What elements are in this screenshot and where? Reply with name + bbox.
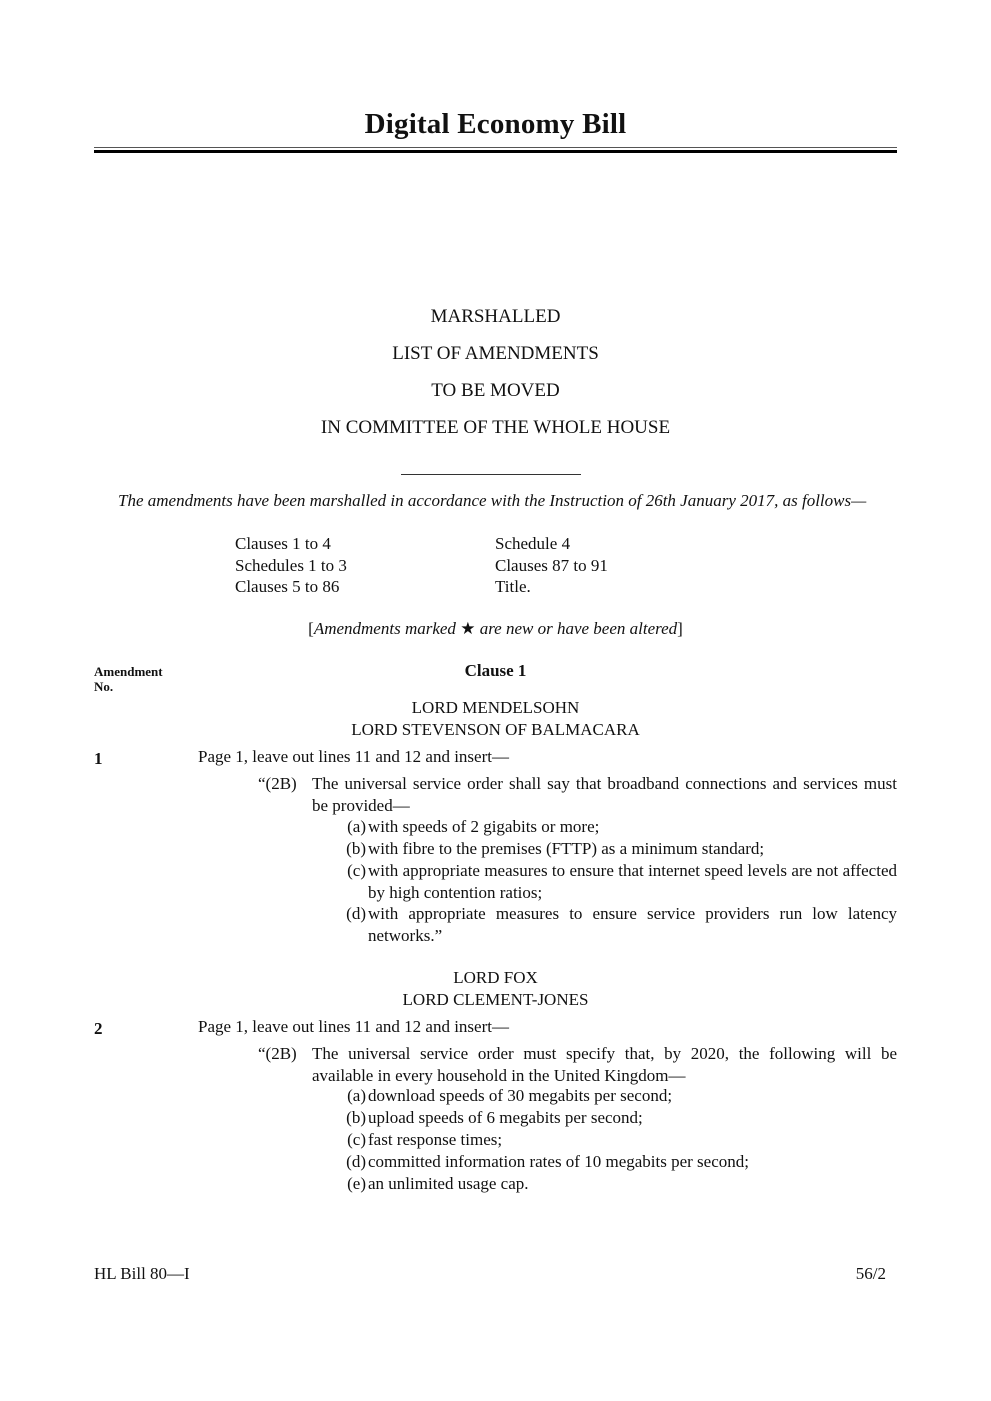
amendment-header-line: Amendment (94, 664, 163, 679)
schedule-item: Clauses 1 to 4 (235, 534, 331, 553)
heading-line-4: IN COMMITTEE OF THE WHOLE HOUSE (320, 417, 671, 438)
sponsor-name: LORD MENDELSOHN (411, 698, 580, 717)
item-text: committed information rates of 10 megabits per second; (368, 1152, 749, 1171)
item-label: (d) (346, 904, 366, 923)
amendment-instruction: Page 1, leave out lines 11 and 12 and insert— (198, 1017, 509, 1036)
item-label: (a) (347, 1086, 366, 1105)
item-label: (e) (347, 1174, 366, 1193)
document-title: Digital Economy Bill (364, 108, 627, 140)
note-text-pre: Amendments marked (313, 619, 461, 638)
item-text: with fibre to the premises (FTTP) as a minimum standard; (368, 839, 765, 858)
amendment-instruction: Page 1, leave out lines 11 and 12 and insert— (198, 747, 509, 766)
heading-line-3: TO BE MOVED (431, 380, 560, 401)
item-label: (c) (347, 1130, 366, 1149)
schedule-item: Clauses 87 to 91 (495, 555, 608, 575)
item-text: download speeds of 30 megabits per second; (368, 1086, 673, 1105)
title-rule-thick (94, 150, 897, 153)
item-text: upload speeds of 6 megabits per second; (368, 1108, 643, 1127)
schedule-item: Schedules 1 to 3 (235, 555, 347, 575)
section-divider (401, 474, 581, 475)
item-text: an unlimited usage cap. (368, 1174, 529, 1193)
title-rule-thin (94, 147, 897, 148)
heading-line-1: MARSHALLED (430, 306, 561, 327)
item-label: (a) (347, 817, 366, 836)
schedule-item: Title. (495, 577, 531, 596)
subsection-text: The universal service order shall say that broadband connections and services must be provided— (312, 774, 897, 815)
amendment-number: 1 (94, 749, 103, 768)
item-label: (b) (346, 1108, 366, 1127)
item-text: with appropriate measures to ensure that internet speed levels are not affected by high contention ratios; (368, 861, 897, 902)
amendment-number: 2 (94, 1019, 103, 1038)
item-label: (b) (346, 839, 366, 858)
note-bracket-open: [ (308, 619, 314, 638)
clause-heading: Clause 1 (464, 661, 527, 680)
item-label: (c) (347, 861, 366, 880)
amendment-header-line: No. (94, 679, 114, 694)
note-text-post: are new or have been altered (475, 619, 678, 638)
amendment-note (94, 619, 897, 639)
schedule-item: Schedule 4 (495, 534, 571, 553)
schedule-item: Clauses 5 to 86 (235, 577, 340, 596)
footer-bill-reference: HL Bill 80—I (94, 1264, 190, 1283)
note-bracket-close: ] (677, 619, 683, 638)
item-text: fast response times; (368, 1130, 503, 1149)
subsection-label: “(2B) (258, 774, 297, 793)
sponsor-name: LORD CLEMENT-JONES (402, 990, 589, 1009)
sponsor-name: LORD STEVENSON OF BALMACARA (351, 720, 640, 739)
schedule-list-right (495, 533, 608, 598)
intro-paragraph: The amendments have been marshalled in accordance with the Instruction of 26th January 2017, as follows— (118, 491, 867, 510)
sponsor-name: LORD FOX (453, 968, 538, 987)
subsection-text: The universal service order must specify that, by 2020, the following will be available in every household in the United Kingdom— (312, 1044, 897, 1085)
footer-page-code: 56/2 (855, 1264, 886, 1283)
star-icon: ★ (460, 619, 476, 638)
heading-line-2: LIST OF AMENDMENTS (392, 343, 599, 364)
item-text: with speeds of 2 gigabits or more; (368, 817, 600, 836)
schedule-list-left (235, 533, 347, 598)
item-label: (d) (346, 1152, 366, 1171)
item-text: with appropriate measures to ensure service providers run low latency networks.” (368, 904, 897, 945)
subsection-label: “(2B) (258, 1044, 297, 1063)
